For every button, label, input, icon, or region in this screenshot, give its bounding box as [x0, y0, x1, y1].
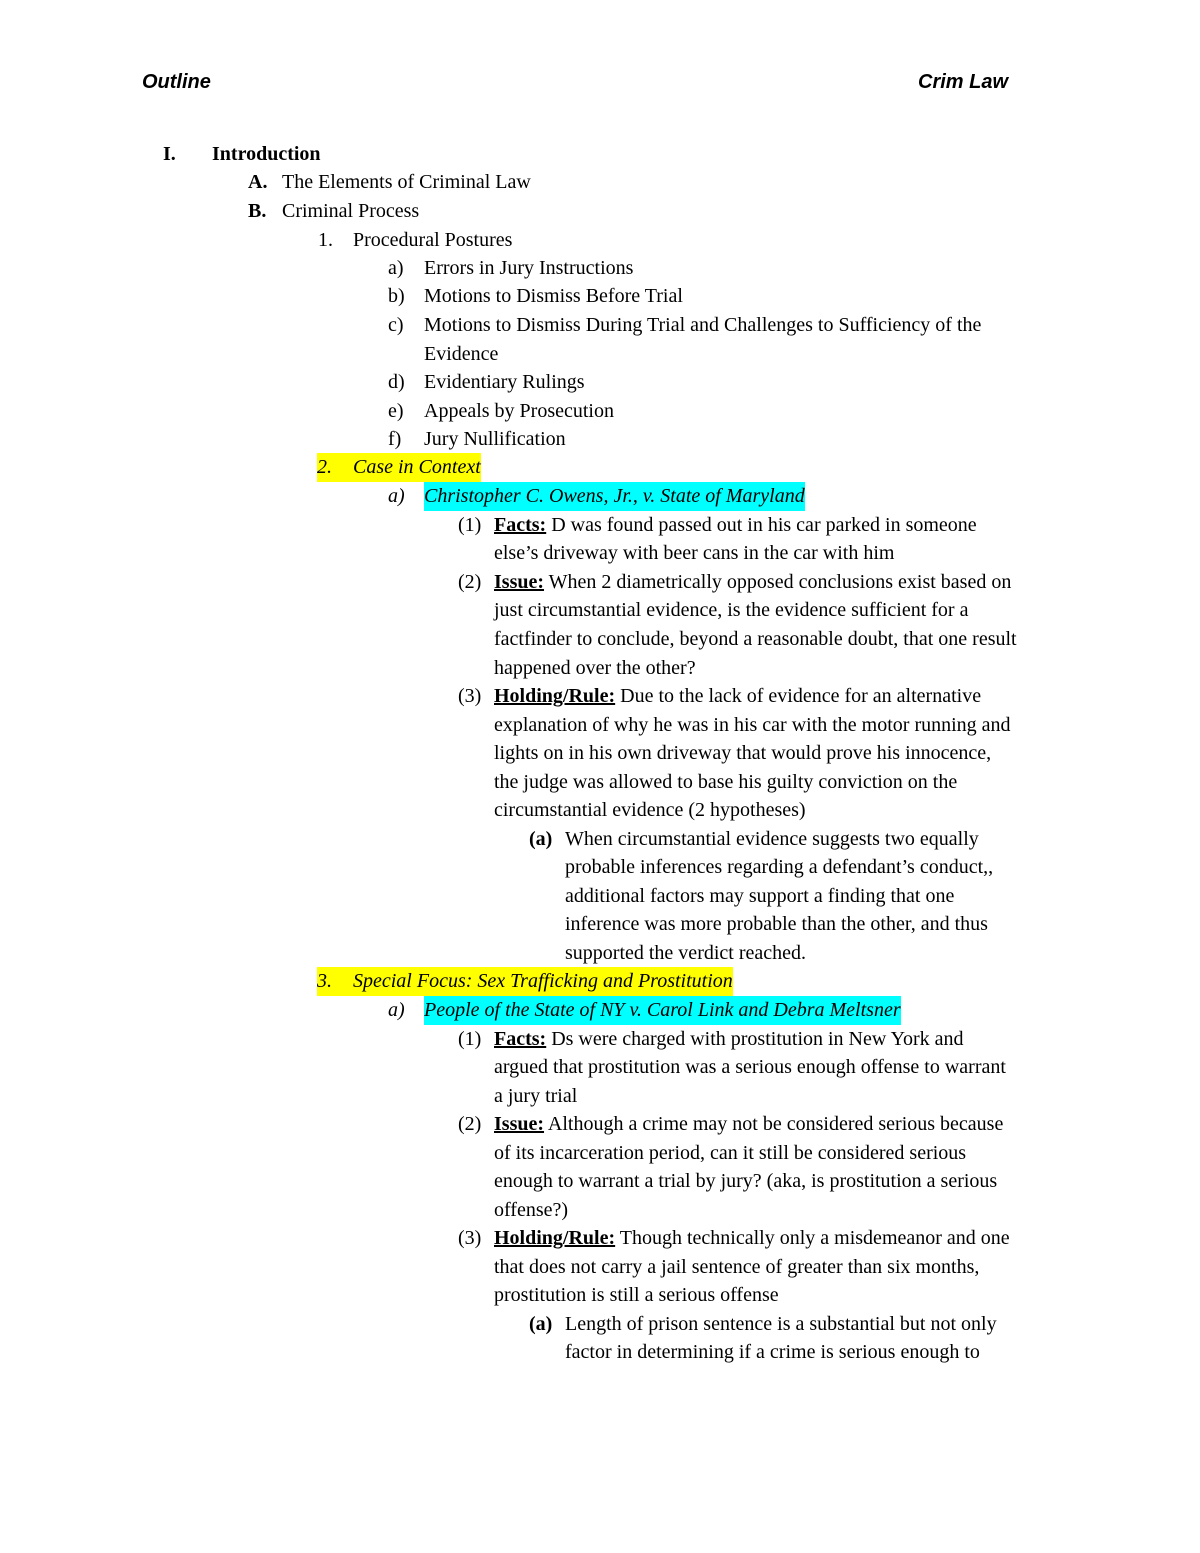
case-facts — [494, 511, 977, 540]
sub-point-label: (a) — [529, 828, 553, 850]
sub-point-continuation: probable inferences regarding a defendant’s conduct,, — [565, 856, 994, 878]
case-holding — [494, 1224, 1010, 1253]
case-point-label: (3) — [458, 685, 482, 707]
sub-point-continuation: inference was more probable than the other, and thus — [565, 913, 988, 935]
outline-label-B1: 1. — [318, 229, 333, 251]
case-label: a) — [388, 485, 405, 507]
sub-point-continuation: additional factors may support a finding that one — [565, 885, 955, 907]
issue-text-continuation: factfinder to conclude, beyond a reasonable doubt, that one result — [494, 628, 1017, 650]
holding-text-continuation: lights on in his own driveway that would prove his innocence, — [494, 742, 992, 764]
list-item-label: e) — [388, 400, 404, 422]
list-item-continuation: Evidence — [424, 343, 499, 365]
list-item: Motions to Dismiss During Trial and Challenges to Sufficiency of the — [424, 314, 982, 336]
issue-text-continuation: happened over the other? — [494, 657, 696, 679]
case-issue — [494, 1110, 1003, 1139]
outline-item-B: Criminal Process — [282, 200, 420, 222]
outline-label-B2: 2. — [317, 453, 353, 482]
issue-heading: Issue: — [494, 571, 545, 593]
list-item: Evidentiary Rulings — [424, 371, 585, 393]
case-title: Christopher C. Owens, Jr., v. State of Maryland — [424, 482, 805, 511]
sub-point-continuation: factor in determining if a crime is serious enough to — [565, 1341, 980, 1363]
outline-item-A: The Elements of Criminal Law — [282, 171, 531, 193]
holding-text: Though technically only a misdemeanor and one — [615, 1227, 1010, 1249]
facts-text: D was found passed out in his car parked in someone — [546, 514, 977, 536]
holding-text-continuation: explanation of why he was in his car with the motor running and — [494, 714, 1011, 736]
case-point-label: (1) — [458, 1028, 482, 1050]
case-facts — [494, 1025, 964, 1054]
list-item: Motions to Dismiss Before Trial — [424, 285, 683, 307]
sub-point-continuation: supported the verdict reached. — [565, 942, 807, 964]
facts-text-continuation: else’s driveway with beer cans in the car with him — [494, 542, 895, 564]
issue-heading: Issue: — [494, 1113, 545, 1135]
case-point-label: (2) — [458, 1113, 482, 1135]
facts-text-continuation: a jury trial — [494, 1085, 578, 1107]
outline-label-A: A. — [248, 171, 268, 193]
outline-label-B: B. — [248, 200, 267, 222]
section-title: Introduction — [212, 143, 321, 165]
holding-text-continuation: the judge was allowed to base his guilty conviction on the — [494, 771, 958, 793]
issue-text: Although a crime may not be considered serious because — [544, 1113, 1004, 1135]
facts-text: Ds were charged with prostitution in New York and — [546, 1028, 964, 1050]
list-item-label: d) — [388, 371, 405, 393]
holding-text-continuation: circumstantial evidence (2 hypotheses) — [494, 799, 806, 821]
highlighted-heading: Case in Context — [353, 453, 481, 482]
outline-label-I: I. — [163, 143, 176, 165]
holding-text-continuation: that does not carry a jail sentence of greater than six months, — [494, 1256, 980, 1278]
outline-label-B3: 3. — [317, 967, 353, 996]
issue-text-continuation: offense?) — [494, 1199, 569, 1221]
sub-point-text: Length of prison sentence is a substantial but not only — [565, 1313, 997, 1335]
header-left: Outline — [142, 71, 211, 93]
case-issue — [494, 568, 1011, 597]
issue-text: When 2 diametrically opposed conclusions exist based on — [544, 571, 1012, 593]
list-item-label: a) — [388, 257, 404, 279]
holding-text: Due to the lack of evidence for an alternative — [615, 685, 982, 707]
issue-text-continuation: just circumstantial evidence, is the evidence sufficient for a — [494, 599, 969, 621]
case-label: a) — [388, 999, 405, 1021]
header-right: Crim Law — [918, 71, 1009, 93]
outline-item-B1: Procedural Postures — [353, 229, 513, 251]
sub-point-label: (a) — [529, 1313, 553, 1335]
sub-point-text: When circumstantial evidence suggests two equally — [565, 828, 979, 850]
case-holding — [494, 682, 981, 711]
case-point-label: (3) — [458, 1227, 482, 1249]
list-item: Errors in Jury Instructions — [424, 257, 634, 279]
issue-text-continuation: enough to warrant a trial by jury? (aka, is prostitution a serious — [494, 1170, 998, 1192]
case-title: People of the State of NY v. Carol Link and Debra Meltsner — [424, 996, 901, 1025]
issue-text-continuation: of its incarceration period, can it still be considered serious — [494, 1142, 967, 1164]
facts-text-continuation: argued that prostitution was a serious enough offense to warrant — [494, 1056, 1006, 1078]
case-point-label: (2) — [458, 571, 482, 593]
holding-heading: Holding/Rule: — [494, 1227, 616, 1249]
highlighted-heading: Special Focus: Sex Trafficking and Prostitution — [353, 967, 733, 996]
list-item-label: f) — [388, 428, 402, 450]
list-item-label: b) — [388, 285, 405, 307]
list-item-label: c) — [388, 314, 404, 336]
list-item: Jury Nullification — [424, 428, 566, 450]
facts-heading: Facts: — [494, 1028, 547, 1050]
holding-text-continuation: prostitution is still a serious offense — [494, 1284, 779, 1306]
facts-heading: Facts: — [494, 514, 547, 536]
list-item: Appeals by Prosecution — [424, 400, 614, 422]
holding-heading: Holding/Rule: — [494, 685, 616, 707]
case-point-label: (1) — [458, 514, 482, 536]
